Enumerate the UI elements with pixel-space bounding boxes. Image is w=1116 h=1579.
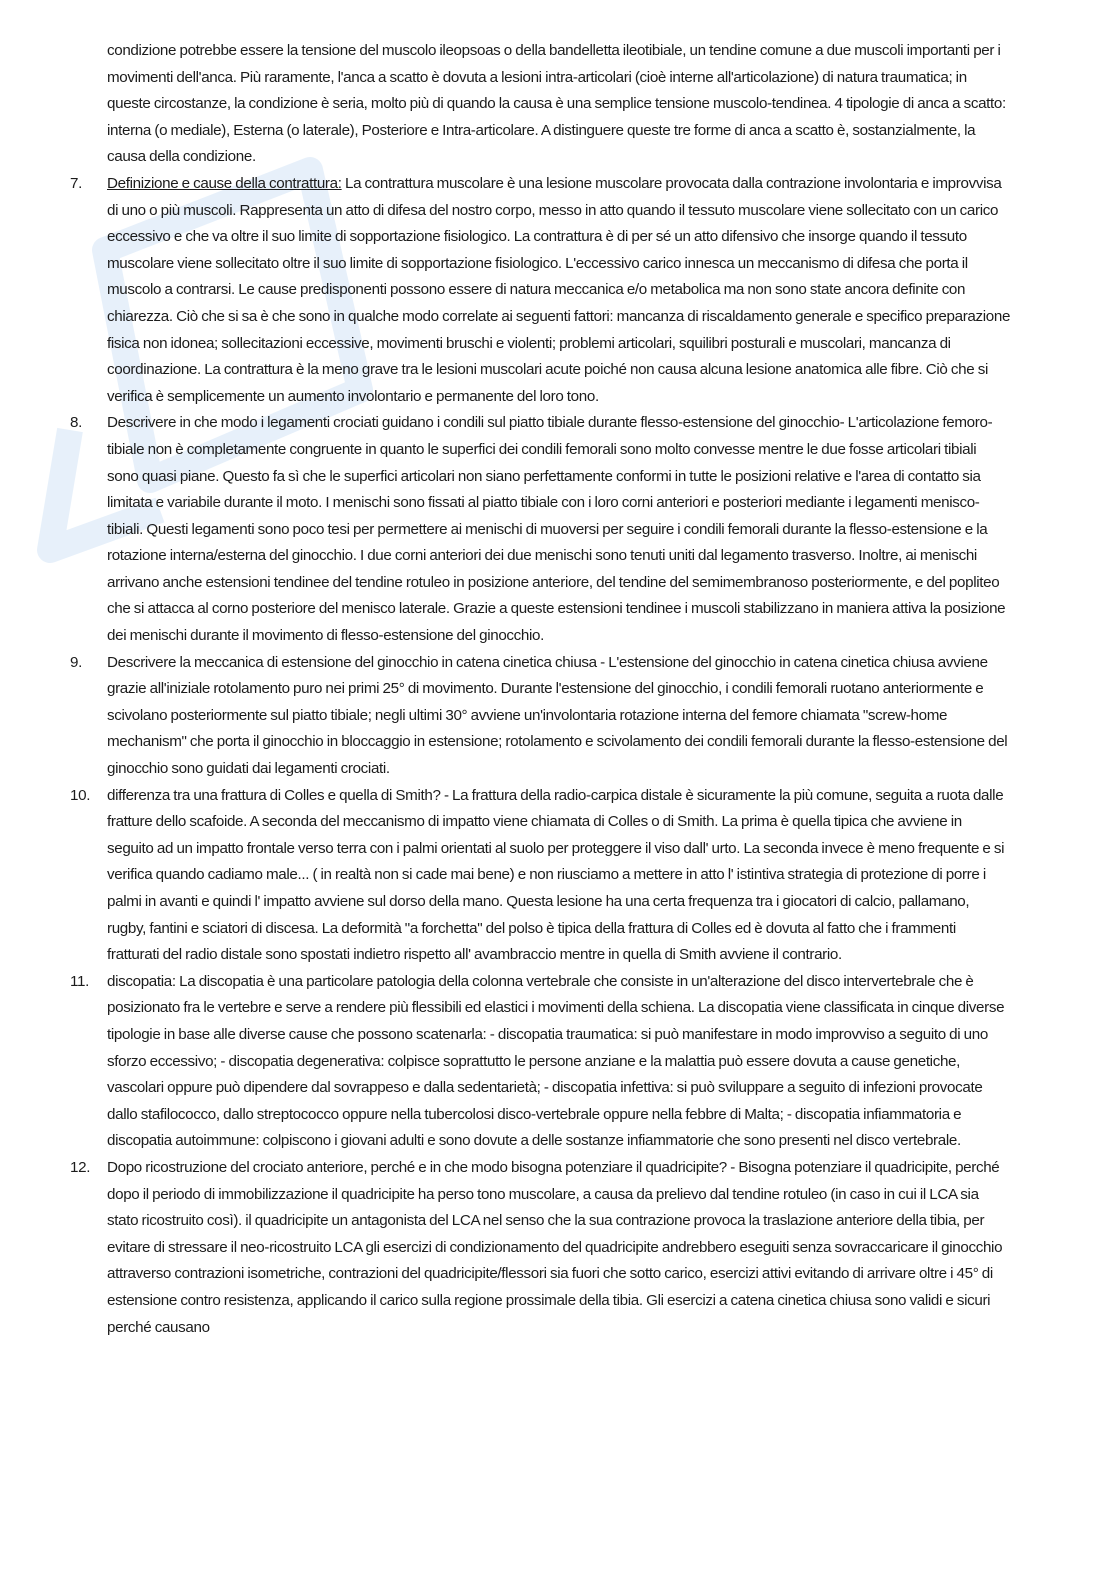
item-heading: Definizione e cause della contrattura: [107,174,342,192]
item-text [107,410,1011,649]
list-item [0,410,1011,649]
list-item [0,1155,1011,1341]
document-body [0,38,1116,1341]
list-item [0,969,1011,1155]
list-item [0,650,1011,783]
item-text [107,969,1011,1155]
item-body: discopatia: La discopatia è una particolare patologia della colonna vertebrale che consiste in un'alterazione del disco intervertebrale che è posizionato fra le vertebre e serve a rendere più flessibili ed elastici i movimenti della schiena. La discopatia viene classificata in cinque diverse tipologie in base alle diverse cause che possono scatenarla: - discopatia traumatica: si può manifestare in modo improvviso a seguito di uno sforzo eccessivo; - discopatia degenerativa: colpisce soprattutto le persone anziane e la malattia può essere dovuta a cause genetiche, vascolari oppure può dipendere dal sovrappeso e dalla sedentarietà; - discopatia infettiva: si può sviluppare a seguito di infezioni provocate dallo stafilococco, dallo streptococco oppure nella tubercolosi disco-vertebrale oppure nella febbre di Malta; - discopatia infiammatoria e discopatia autoimmune: colpiscono i giovani adulti e sono dovute a delle sostanze infiammatorie che sono presenti nel disco vertebrale. [107,972,1005,1150]
item-number: 8. [70,414,82,432]
item-number: 11. [70,972,89,990]
item-body: Dopo ricostruzione del crociato anteriore, perché e in che modo bisogna potenziare il quadricipite? - Bisogna potenziare il quadricipite, perché dopo il periodo di immobilizzazione il quadricipite ha perso tono muscolare, a causa da prelievo dal tendine rotuleo (in caso in cui il LCA sia stato ricostruito così). il quadricipite un antagonista del LCA nel senso che la sua contrazione provoca la traslazione anteriore della tibia, per evitare di stressare il neo-ricostruito LCA gli esercizi di condizionamento del quadricipite andrebbero eseguiti senza sovraccaricare il ginocchio attraverso contrazioni isometriche, contrazioni del quadricipite/flessori sia fuori che sotto carico, esercizi attivi evitando di arrivare oltre i 45° di estensione contro resistenza, applicando il carico sulla regione prossimale della tibia. Gli esercizi a catena cinetica chiusa sono validi e sicuri perché causano [107,1158,1003,1336]
item-body: Descrivere la meccanica di estensione del ginocchio in catena cinetica chiusa - L'estensione del ginocchio in catena cinetica chiusa avviene grazie all'iniziale rotolamento puro nei primi 25° di movimento. Durante l'estensione del ginocchio, i condili femorali ruotano anteriormente e scivolano posteriormente sul piatto tibiale; negli ultimi 30° avviene un'involontaria rotazione interna del femore chiamata "screw-home mechanism" che porta il ginocchio in bloccaggio in estensione; rotolamento e scivolamento dei condili femorali durante la flesso-estensione del ginocchio sono guidati dai legamenti crociati. [107,653,1008,778]
item-text [107,1155,1011,1341]
item-number: 7. [70,174,82,192]
item-body: differenza tra una frattura di Colles e quella di Smith? - La frattura della radio-carpica distale è sicuramente la più comune, seguita a ruota dalle fratture dello scafoide. A seconda del meccanismo di impatto viene chiamata di Colles o di Smith. La prima è quella tipica che avviene in seguito ad un impatto frontale verso terra con i palmi orientati al suolo per proteggere il viso dall' urto. La seconda invece è meno frequente e si verifica quando cadiamo male... ( in realtà non si cade mai bene) e non riusciamo a mettere in atto l' istintiva strategia di protezione di porre i palmi in avanti e quindi l' impatto avviene sul dorso della mano. Questa lesione ha una certa frequenza tra i giocatori di calcio, pallamano, rugby, fantini e sciatori di discesa. La deformità "a forchetta" del polso è tipica della frattura di Colles ed è dovuta al fatto che i frammenti fratturati del radio distale sono spostati indietro rispetto all' avambraccio mentre in quella di Smith avviene il contrario. [107,786,1005,964]
item-text [107,650,1011,783]
item-text [107,783,1011,969]
list-item [0,171,1011,410]
continuation-paragraph: condizione potrebbe essere la tensione del muscolo ileopsoas o della bandelletta ileotibiale, un tendine comune a due muscoli importanti per i movimenti dell'anca. Più raramente, l'anca a scatto è dovuta a lesioni intra-articolari (cioè interne all'articolazione) di natura traumatica; in queste circostanze, la condizione è seria, molto più di quando la causa è una semplice tensione muscolo-tendinea. 4 tipologie di anca a scatto: interna (o mediale), Esterna (o laterale), Posteriore e Intra-articolare. A distinguere queste tre forme di anca a scatto è, sostanzialmente, la causa della condizione. [107,42,1006,166]
item-text [107,171,1011,410]
list-item [0,783,1011,969]
item-body: La contrattura muscolare è una lesione muscolare provocata dalla contrazione involontaria e improvvisa di uno o più muscoli. Rappresenta un atto di difesa del nostro corpo, messo in atto quando il tessuto muscolare viene sollecitato con un carico eccessivo e che va oltre il suo limite di sopportazione fisiologico. La contrattura è di per sé un atto difensivo che insorge quando il tessuto muscolare viene sollecitato oltre il suo limite di sopportazione fisiologico. L'eccessivo carico innesca un meccanismo di difesa che porta il muscolo a contrarsi. Le cause predisponenti possono essere di natura meccanica e/o metabolica ma non sono state ancora definite con chiarezza. Ciò che si sa è che sono in qualche modo correlate ai seguenti fattori: mancanza di riscaldamento generale e specifico preparazione fisica non idonea; sollecitazioni eccessive, movimenti bruschi e violenti; problemi articolari, squilibri posturali e muscolari, mancanza di coordinazione. La contrattura è la meno grave tra le lesioni muscolari acute poiché non causa alcuna lesione anatomica alle fibre. Ciò che si verifica è semplicemente un aumento involontario e permanente del loro tono. [107,174,1011,405]
item-body: Descrivere in che modo i legamenti crociati guidano i condili sul piatto tibiale durante flesso-estensione del ginocchio- L'articolazione femoro-tibiale non è completamente congruente in quanto le superfici dei condili femorali sono molto convesse mentre le due fosse articolari tibiali sono quasi piane. Questo fa sì che le superfici articolari non siano perfettamente conformi in tutte le posizioni relative e l'area di contatto sia limitata e variabile durante il moto. I menischi sono fissati al piatto tibiale con i loro corni anteriori e posteriori mediante i legamenti menisco-tibiali. Questi legamenti sono poco tesi per permettere ai menischi di muoversi per seguire i condili femorali durante la flesso-estensione e la rotazione interna/esterna del ginocchio. I due corni anteriori dei due menischi sono tenuti uniti dal legamento trasverso. Inoltre, ai menischi arrivano anche estensioni tendinee del tendine rotuleo in posizione anteriore, del tendine del semimembranoso posteriormente, e del popliteo che si attacca al corno posteriore del menisco laterale. Grazie a queste estensioni tendinee i muscoli stabilizzano in maniera attiva la posizione dei menischi durante il movimento di flesso-estensione del ginocchio. [107,414,1006,645]
item-number: 10. [70,786,91,804]
item-number: 12. [70,1158,91,1176]
item-number: 9. [70,653,82,671]
